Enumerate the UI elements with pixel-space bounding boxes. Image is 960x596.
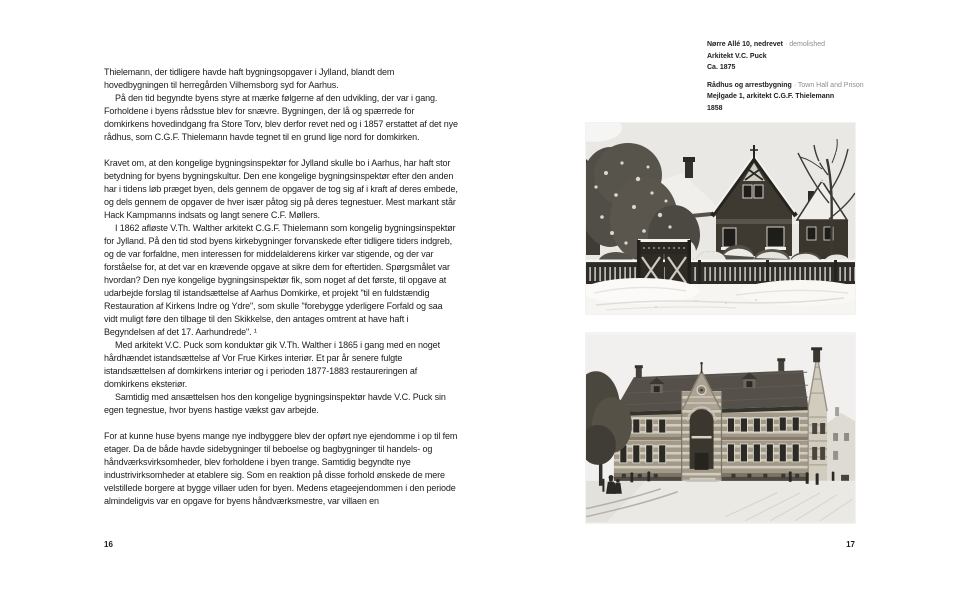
caption-danish-text: Ca. 1875	[707, 64, 736, 71]
photo-town-hall-illustration	[586, 333, 855, 523]
photo-town-hall	[586, 333, 855, 523]
photo-norre-alle-10	[586, 123, 855, 314]
caption-danish-text: 1858	[707, 104, 723, 112]
caption-photo-top	[707, 39, 877, 74]
body-paragraph: Thielemann, der tidligere havde haft bygningsopgaver i Jylland, blandt dem hovedbygningen til herregården Vilhemsborg syd for Aarhus.	[104, 67, 395, 90]
photo-captions	[707, 39, 877, 120]
caption-line	[707, 51, 877, 63]
body-paragraph: Kravet om, at den kongelige bygningsinspektør for Jylland skulle bo i Aarhus, har haft stor betydning for byens bygningskultur. Den ene kongelige bygningsinspektør efter den anden har i tidens løb præget byen, dels gennem de opgaver de tog sig af i kraft af deres embede, og dels gennem de opgaver de hver især påtog sig på deres tegnestuer. Mest markant står Hack Kampmanns indsats og langt senere C.F. Møllers.	[104, 158, 458, 220]
caption-line	[707, 39, 877, 51]
body-paragraph: For at kunne huse byens mange nye indbyggere blev der opført nye ejendomme i op til fem etager. Da de både havde sidebygninger til beboelse og bagbygninger til handels- og håndværksvirksomheder, blev forholdene i byen trange. Samtidig begyndte nye industrivirksomheder at etablere sig. Som en reaktion på disse forhold ønskede de mere velstillede borgere at bygge villaer uden for byen. Medens etageejendommen i den periode almindeligvis var en opgave for byens håndværksmestre, var villaen en	[104, 431, 458, 506]
body-paragraph: På den tid begyndte byens styre at mærke følgerne af den udvikling, der var i gang. Forholdene i byens rådsstue blev for snævre. Bygningen, der lå og spærrede for domkirkens hovedindgang fra Store Torv, blev derfor revet ned og i 1857 erstattet af det nye rådhus, som C.G.F. Thielemann havde tegnet til en grund lige nord for domkirken.	[104, 93, 458, 142]
photo-norre-alle-10-illustration	[586, 123, 855, 314]
caption-photo-bottom	[707, 80, 877, 115]
page-number-right: 17	[846, 540, 855, 549]
caption-danish-text: Nørre Allé 10, nedrevet	[707, 41, 783, 48]
caption-danish-text: Arkitekt V.C. Puck	[707, 52, 767, 60]
street-ground	[586, 481, 855, 523]
body-paragraph: I 1862 afløste V.Th. Walther arkitekt C.G.F. Thielemann som kongelig bygningsinspektør for Jylland. På den tid stod byens kirkebygninger forvanskede efter tidligere tiders indgreb, og de var forfaldne, men interessen for middelalderens kirker var stigende, og der var forståelse for, at det var en krævende opgave at sikre dem for eftertiden. Spørgsmålet var hvordan? Den nye kongelige bygningsinspektør fik, som noget af det første, til opgave at udarbejde forslag til istandsættelse af Aarhus Domkirke, et projekt "til en fuldstændig Restauration af Kirkens Indre og Ydre", som skulle "forebygge yderligere Forfald og saa vidt muligt føre den tilbage til den Skikkelse, den antages omtrent at have haft i Begyndelsen af det 17. Aarhundrede". ¹	[104, 223, 456, 337]
caption-danish-text: Rådhus og arrestbygning	[707, 81, 792, 89]
body-text-column	[104, 66, 458, 508]
caption-line	[707, 91, 877, 103]
page-number-left: 16	[104, 540, 113, 549]
body-paragraph: Med arkitekt V.C. Puck som konduktør gik V.Th. Walther i 1865 i gang med en noget hårdhændet istandsættelse af Vor Frue Kirkes interiør. Et par år senere fulgte istandsættelsen af domkirkens interiør og i perioden 1877-1883 restaureringen af domkirkens eksteriør.	[104, 340, 440, 389]
caption-line	[707, 103, 877, 115]
caption-english-text: · Town Hall and Prison	[791, 81, 864, 89]
caption-line	[707, 62, 877, 74]
caption-english-text: · demolished	[783, 41, 826, 48]
caption-line	[707, 80, 877, 92]
caption-danish-text: Mejlgade 1, arkitekt C.G.F. Thielemann	[707, 93, 835, 100]
body-paragraph: Samtidig med ansættelsen hos den kongelige bygningsinspektør havde V.C. Puck sin egen tegnestue, hvor byens hastige vækst gav arbejde.	[104, 392, 446, 415]
